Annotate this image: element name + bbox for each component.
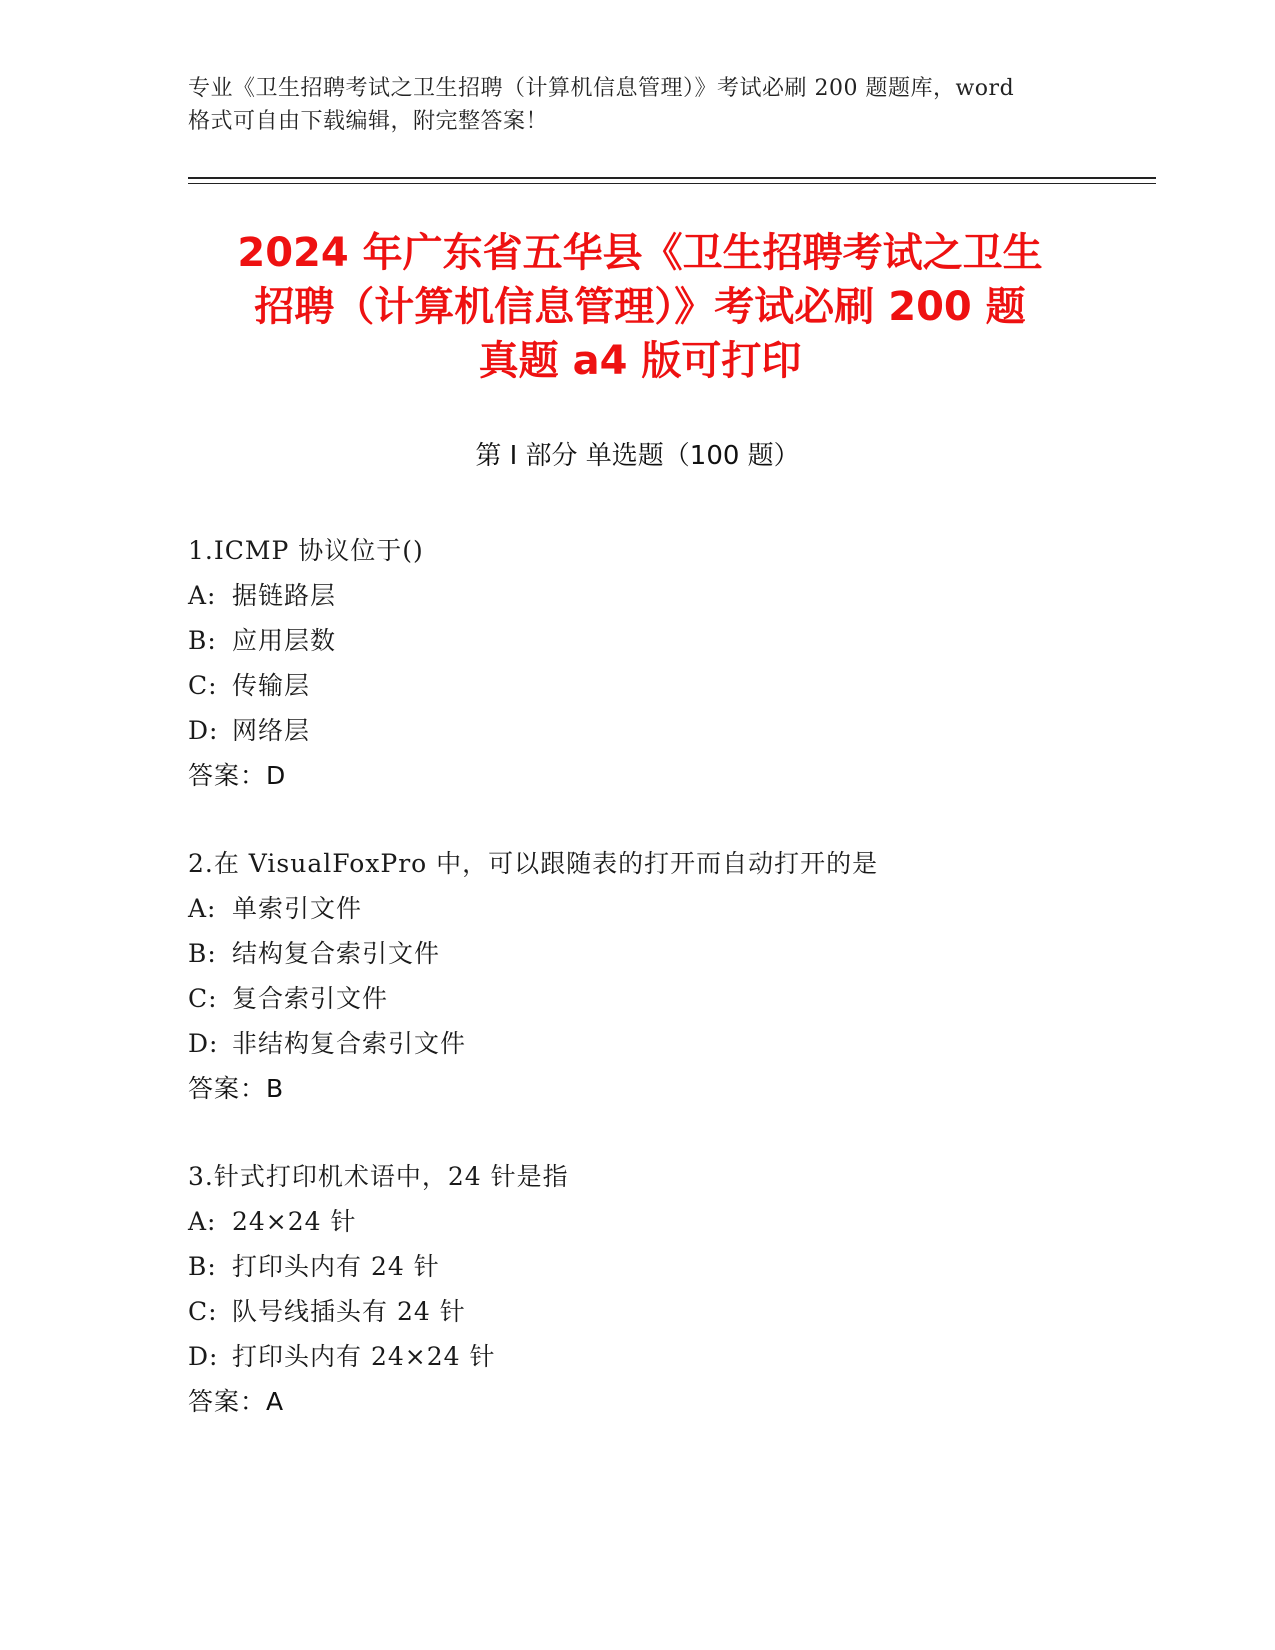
answer — [188, 1066, 1148, 1111]
option-text: 单索引文件 — [232, 894, 363, 923]
question-3 — [188, 1154, 1148, 1424]
question-list — [188, 528, 1148, 1467]
option-c — [188, 663, 1148, 708]
question-2 — [188, 841, 1148, 1111]
option-letter: C: — [188, 671, 218, 700]
option-text: 应用层数 — [232, 626, 337, 655]
option-letter: C: — [188, 984, 218, 1013]
option-b — [188, 1244, 1148, 1289]
question-stem: 3.针式打印机术语中，24 针是指 — [188, 1162, 569, 1191]
option-letter: B: — [188, 939, 217, 968]
answer-label: 答案： — [188, 761, 267, 790]
header-rule-thin — [188, 183, 1156, 184]
option-text: 非结构复合索引文件 — [232, 1029, 467, 1058]
option-text: 打印头内有 24×24 针 — [232, 1342, 496, 1371]
header-note — [188, 72, 1088, 138]
option-letter: C: — [188, 1297, 218, 1326]
option-text: 结构复合索引文件 — [232, 939, 441, 968]
document-title-line-3: 真题 a4 版可打印 — [478, 338, 802, 384]
option-letter: A: — [188, 894, 217, 923]
option-text: 传输层 — [232, 671, 311, 700]
option-c — [188, 976, 1148, 1021]
document-title — [150, 226, 1130, 388]
question-1 — [188, 528, 1148, 798]
answer-value: B — [266, 1074, 285, 1103]
section-heading: 第 I 部分 单选题（100 题） — [475, 441, 800, 471]
answer-value: D — [266, 761, 287, 790]
answer-value: A — [266, 1387, 285, 1416]
option-b — [188, 618, 1148, 663]
option-text: 24×24 针 — [232, 1207, 357, 1236]
document-title-line-2: 招聘（计算机信息管理）》考试必刷 200 题 — [254, 284, 1026, 330]
answer — [188, 1379, 1148, 1424]
option-letter: D: — [188, 1342, 219, 1371]
answer — [188, 753, 1148, 798]
question-stem: 2.在 VisualFoxPro 中，可以跟随表的打开而自动打开的是 — [188, 849, 879, 878]
option-letter: A: — [188, 1207, 217, 1236]
answer-label: 答案： — [188, 1387, 267, 1416]
option-a — [188, 573, 1148, 618]
option-text: 复合索引文件 — [232, 984, 389, 1013]
option-letter: D: — [188, 1029, 219, 1058]
option-a — [188, 1199, 1148, 1244]
option-b — [188, 931, 1148, 976]
option-letter: D: — [188, 716, 219, 745]
option-text: 打印头内有 24 针 — [232, 1252, 440, 1281]
option-letter: B: — [188, 1252, 217, 1281]
option-c — [188, 1289, 1148, 1334]
option-text: 据链路层 — [232, 581, 337, 610]
option-a — [188, 886, 1148, 931]
option-text: 队号线插头有 24 针 — [232, 1297, 466, 1326]
header-rule-thick — [188, 177, 1156, 179]
option-d — [188, 708, 1148, 753]
option-d — [188, 1021, 1148, 1066]
document-title-line-1: 2024 年广东省五华县《卫生招聘考试之卫生 — [237, 230, 1043, 276]
option-d — [188, 1334, 1148, 1379]
header-note-line-1: 专业《卫生招聘考试之卫生招聘（计算机信息管理）》考试必刷 200 题题库，word — [188, 76, 1015, 101]
option-letter: A: — [188, 581, 217, 610]
question-stem: 1.ICMP 协议位于() — [188, 536, 424, 565]
header-note-line-2: 格式可自由下载编辑，附完整答案！ — [188, 109, 549, 134]
option-letter: B: — [188, 626, 217, 655]
option-text: 网络层 — [232, 716, 311, 745]
answer-label: 答案： — [188, 1074, 267, 1103]
